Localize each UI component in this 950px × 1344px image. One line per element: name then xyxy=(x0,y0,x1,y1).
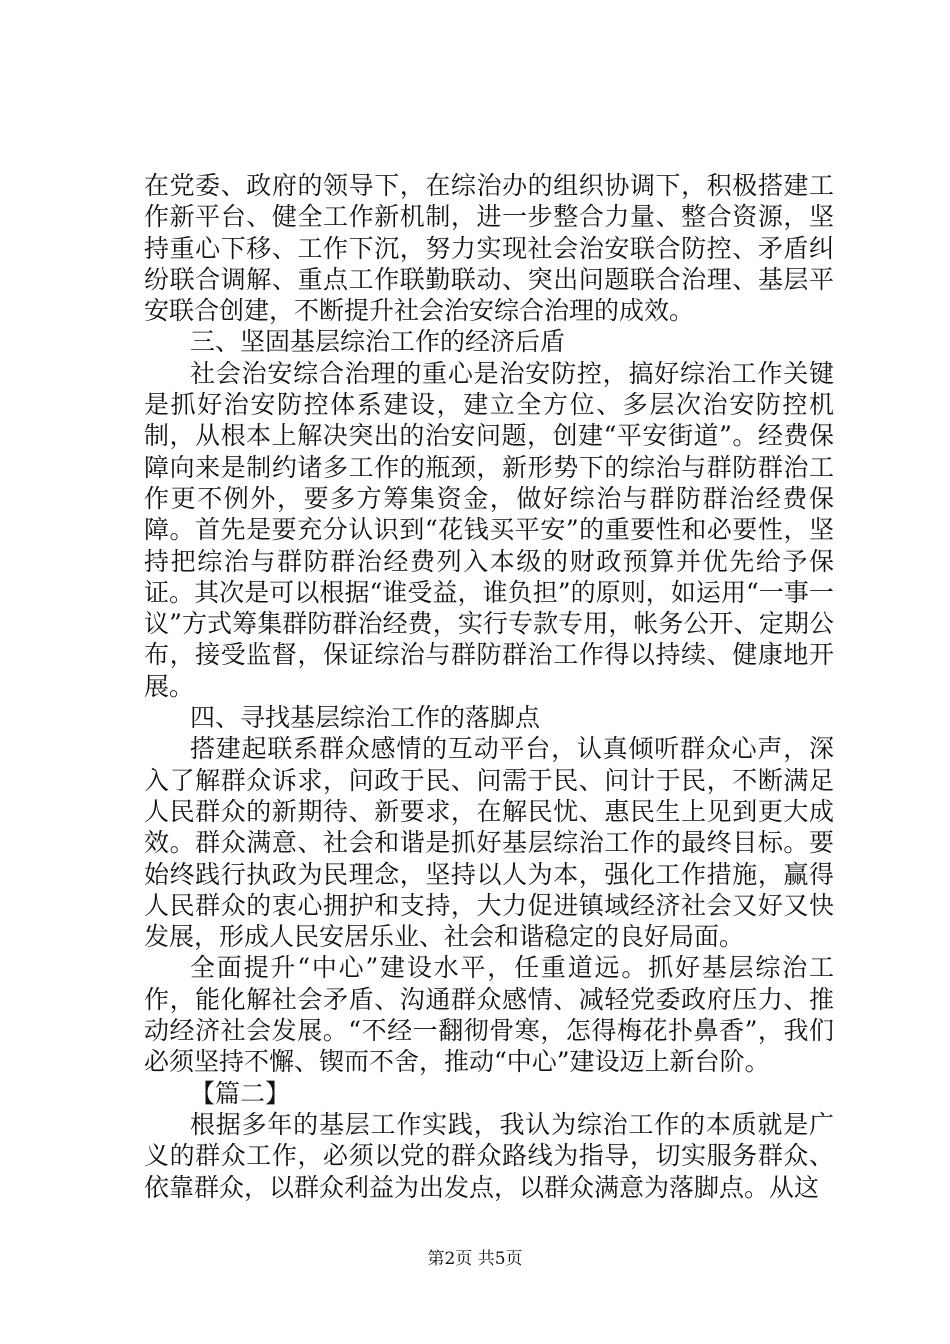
document-body xyxy=(144,170,834,1203)
paragraph-part-two-intro: 根据多年的基层工作实践，我认为综治工作的本质就是广义的群众工作，必须以党的群众路线为指导，切实服务群众、依靠群众，以群众利益为出发点，以群众满意为落脚点。从这 xyxy=(144,1109,834,1202)
paragraph-conclusion: 全面提升“中心”建设水平，任重道远。抓好基层综治工作，能化解社会矛盾、沟通群众感情、减轻党委政府压力、推动经济社会发展。“不经一翻彻骨寒，怎得梅花扑鼻香”，我们必须坚持不懈、锲而不舍，推动“中心”建设迈上新台阶。 xyxy=(144,953,834,1077)
section-heading-three: 三、坚固基层综治工作的经济后盾 xyxy=(190,327,566,357)
paragraph-economic-support: 社会治安综合治理的重心是治安防控，搞好综治工作关键是抓好治安防控体系建设，建立全方位、多层次治安防控机制，从根本上解决突出的治安问题，创建“平安街道”。经费保障向来是制约诸多工作的瓶颈，新形势下的综治与群防群治工作更不例外，要多方筹集资金，做好综治与群防群治经费保障。首先是要充分认识到“花钱买平安”的重要性和必要性，坚持把综治与群防群治经费列入本级的财政预算并优先给予保证。其次是可以根据“谁受益，谁负担”的原则，如运用“一事一议”方式筹集群防群治经费，实行专款专用，帐务公开、定期公布，接受监督，保证综治与群防群治工作得以持续、健康地开展。 xyxy=(144,358,834,701)
paragraph-continuation: 在党委、政府的领导下，在综治办的组织协调下，积极搭建工作新平台、健全工作新机制，进一步整合力量、整合资源，坚持重心下移、工作下沉，努力实现社会治安联合防控、矛盾纠纷联合调解、重点工作联勤联动、突出问题联合治理、基层平安联合创建，不断提升社会治安综合治理的成效。 xyxy=(144,171,834,326)
page-footer: 第2页 共5页 xyxy=(427,1249,523,1269)
section-heading-part-two: 【篇二】 xyxy=(190,1078,291,1108)
paragraph-foothold: 搭建起联系群众感情的互动平台，认真倾听群众心声，深入了解群众诉求，问政于民、问需于民、问计于民，不断满足人民群众的新期待、新要求，在解民忧、惠民生上见到更大成效。群众满意、社会和谐是抓好基层综治工作的最终目标。要始终践行执政为民理念，坚持以人为本，强化工作措施，赢得人民群众的衷心拥护和支持，大力促进镇域经济社会又好又快发展，形成人民安居乐业、社会和谐稳定的良好局面。 xyxy=(144,734,834,952)
section-heading-four: 四、寻找基层综治工作的落脚点 xyxy=(190,703,541,733)
